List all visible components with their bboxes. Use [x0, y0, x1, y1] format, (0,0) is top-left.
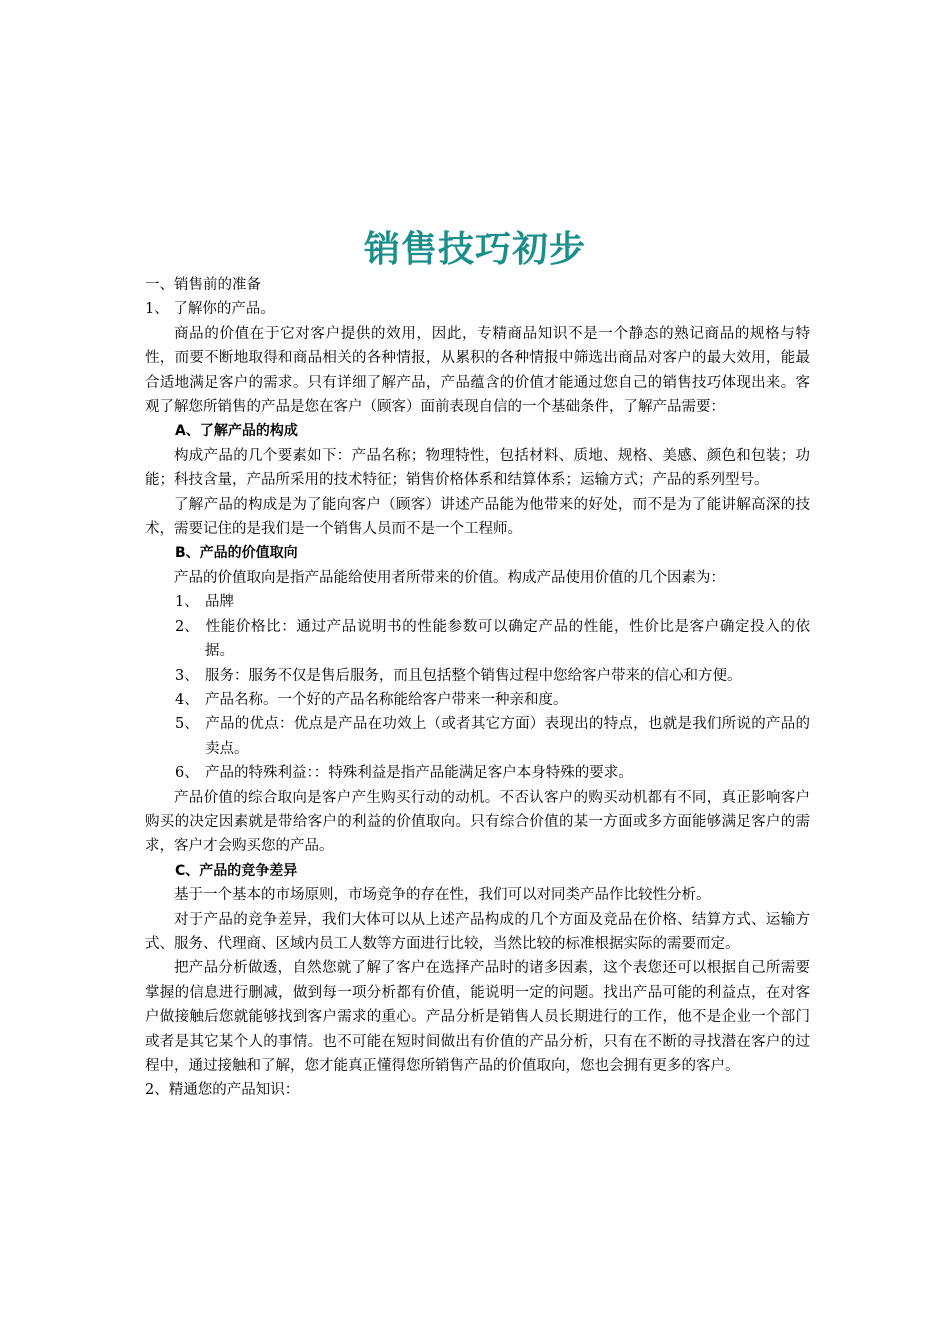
- list-item: [145, 712, 810, 761]
- list-number: 4、: [175, 691, 199, 708]
- list-item: [145, 761, 810, 785]
- paragraph: 把产品分析做透，自然您就了解了客户在选择产品时的诸多因素，这个表您还可以根据自己所需要掌握的信息进行删减，做到每一项分析都有价值，能说明一定的问题。找出产品可能的利益点，在对客户做接触后您就能够找到客户需求的重心。产品分析是销售人员长期进行的工作，他不是企业一个部门或者是其它某个人的事情。也不可能在短时间做出有价值的产品分析，只有在不断的寻找潜在客户的过程中，通过接触和了解，您才能真正懂得您所销售产品的价值取向，您也会拥有更多的客户。: [145, 960, 810, 1074]
- list-item: [145, 688, 810, 712]
- subheading-c: C、产品的竞争差异: [175, 862, 298, 879]
- subheading-b: B、产品的价值取向: [175, 545, 298, 562]
- list-text: 品牌: [205, 594, 234, 611]
- paragraph: 对于产品的竞争差异，我们大体可以从上述产品构成的几个方面及竞品在价格、结算方式、运输方式、服务、代理商、区域内员工人数等方面进行比较，当然比较的标准根据实际的需要而定。: [145, 911, 810, 952]
- list-number: 1、: [175, 594, 199, 611]
- list-item: [145, 615, 810, 664]
- list-item: [145, 664, 810, 688]
- list-text: 产品的特殊利益：：特殊利益是指产品能满足客户本身特殊的要求。: [205, 765, 633, 782]
- document-title: 销售技巧初步: [363, 229, 586, 270]
- value-factor-list: [145, 590, 810, 785]
- list-number: 6、: [175, 765, 199, 782]
- paragraph: 构成产品的几个要素如下：产品名称；物理特性，包括材料、质地、规格、美感、颜色和包装；功能；科技含量，产品所采用的技术特征；销售价格体系和结算体系；运输方式；产品的系列型号。: [145, 447, 810, 489]
- paragraph: 了解产品的构成是为了能向客户（顾客）讲述产品能为他带来的好处，而不是为了能讲解高深的技术，需要记住的是我们是一个销售人员而不是一个工程师。: [145, 496, 810, 538]
- subheading-a: A、了解产品的构成: [175, 423, 298, 440]
- section-heading: 一、销售前的准备: [145, 277, 261, 293]
- item-heading: 2、精通您的产品知识：: [145, 1082, 300, 1099]
- list-text: 产品名称。一个好的产品名称能给客户带来一种亲和度。: [205, 691, 568, 708]
- document-body: [145, 273, 810, 1103]
- item-heading: 1、 了解你的产品。: [145, 301, 275, 318]
- list-item: [145, 590, 810, 614]
- paragraph: 商品的价值在于它对客户提供的效用，因此，专精商品知识不是一个静态的熟记商品的规格与特性，而要不断地取得和商品相关的各种情报，从累积的各种情报中筛选出商品对客户的最大效用，能最合适地满足客户的需求。只有详细了解产品，产品蕴含的价值才能通过您自己的销售技巧体现出来。客观了解您所销售的产品是您在客户（顾客）面前表现自信的一个基础条件，了解产品需要：: [145, 325, 810, 416]
- list-number: 2、: [175, 618, 199, 635]
- paragraph: 产品价值的综合取向是客户产生购买行动的动机。不否认客户的购买动机都有不同，真正影响客户购买的决定因素就是带给客户的利益的价值取向。只有综合价值的某一方面或多方面能够满足客户的需求，客户才会购买您的产品。: [145, 789, 810, 855]
- paragraph: 基于一个基本的市场原则，市场竞争的存在性，我们可以对同类产品作比较性分析。: [174, 887, 711, 904]
- list-text: 服务：服务不仅是售后服务，而且包括整个销售过程中您给客户带来的信心和方便。: [205, 667, 742, 684]
- list-text: 性能价格比：通过产品说明书的性能参数可以确定产品的性能，性价比是客户确定投入的依据。: [205, 618, 810, 660]
- list-number: 5、: [175, 716, 199, 733]
- paragraph: 产品的价值取向是指产品能给使用者所带来的价值。构成产品使用价值的几个因素为：: [174, 569, 725, 586]
- list-text: 产品的优点：优点是产品在功效上（或者其它方面）表现出的特点，也就是我们所说的产品的卖点。: [205, 716, 810, 757]
- list-number: 3、: [175, 667, 199, 684]
